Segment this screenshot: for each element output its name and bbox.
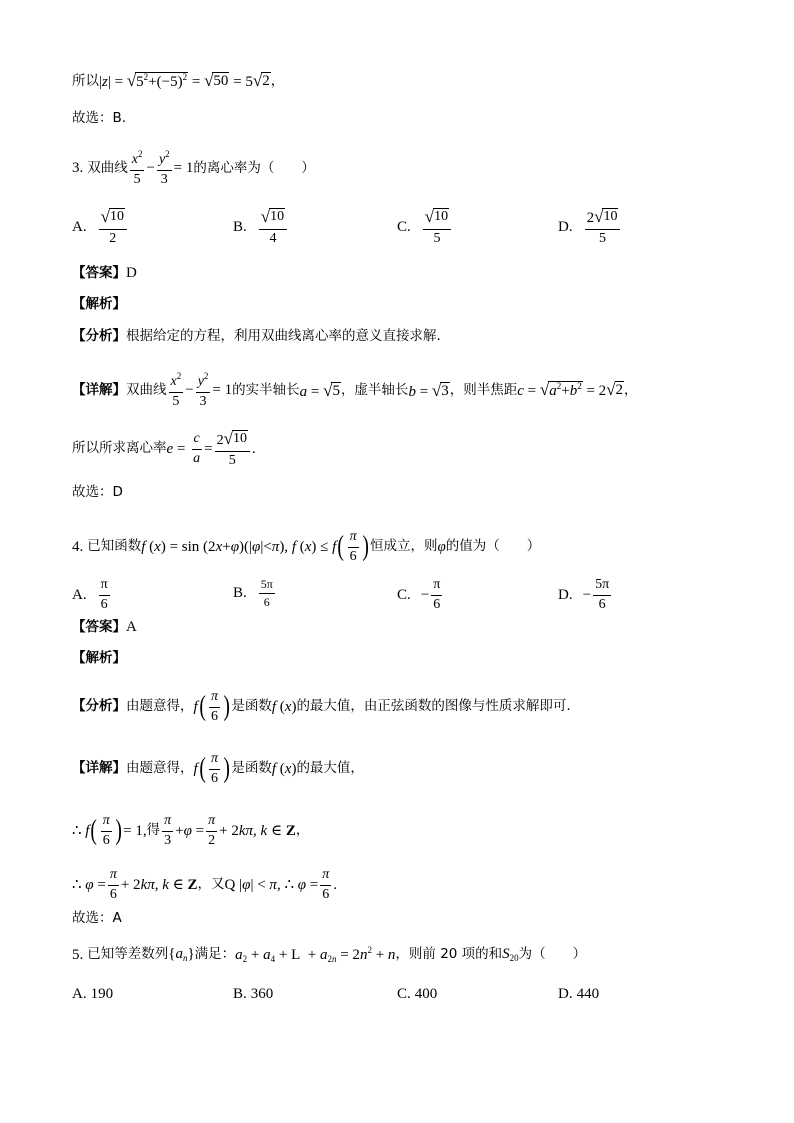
option-numerator: π	[99, 578, 110, 596]
analysis-text: 由题意得，	[126, 698, 194, 715]
choice-line-q3: 故选：D	[72, 484, 123, 500]
function-definition: f (x) = sin (2x+φ)(|φ|<π), f (x) ≤ f	[141, 538, 337, 555]
option-label: C.	[397, 986, 411, 1002]
option-denominator: 4	[269, 230, 277, 246]
option-value: 440	[576, 986, 600, 1002]
step-text: .	[333, 876, 338, 893]
stem-text: 满足：	[194, 946, 236, 963]
option-sign: −	[420, 586, 430, 603]
stem-text: 的值为（ ）	[445, 538, 541, 555]
option-sign: −	[582, 586, 592, 603]
question-5-stem: 5. 已知等差数列 $\{a_n\}$ 满足： $a_2 + a_4 + L + a_{2n} = 2n^2 + n$ ，则前 20 项的和 $S_{20}$ 为（ ）	[72, 945, 587, 964]
step-text: 得	[146, 822, 161, 839]
option-value: 360	[250, 986, 274, 1002]
option-denominator: 6	[263, 594, 270, 609]
detail-tag: 【详解】	[72, 381, 126, 398]
detail-text: ，	[624, 381, 638, 398]
modulus-suffix: ，	[270, 72, 285, 89]
option-denominator: 5	[599, 230, 607, 246]
detail-text: 双曲线	[126, 381, 167, 398]
question-3-stem	[72, 150, 315, 187]
option-denominator: 6	[100, 596, 108, 612]
hyperbola-equation: $\frac{x^2}{5}$ − $\frac{y^2}{3}$ = 1	[131, 149, 194, 187]
option-d[interactable]	[558, 986, 599, 1003]
option-label: A.	[72, 586, 87, 603]
option-value: 400	[414, 986, 438, 1002]
answer-tag: 【答案】	[72, 264, 126, 281]
option-numerator: 5π	[259, 578, 275, 594]
option-numerator: 10	[603, 209, 618, 224]
option-coefficient: 2	[586, 210, 595, 226]
option-b[interactable]	[233, 578, 277, 608]
option-label: C.	[397, 218, 411, 235]
step-text: ，	[295, 822, 310, 839]
detail-text: 由题意得，	[126, 760, 194, 777]
option-numerator: 10	[109, 209, 124, 224]
question-number: 3.	[72, 160, 84, 177]
question-number: 5.	[72, 946, 84, 963]
stem-text: 恒成立，则	[369, 538, 438, 555]
answer-line-q4	[72, 620, 137, 635]
option-d[interactable]	[558, 578, 613, 612]
option-denominator: 6	[433, 596, 441, 612]
option-c[interactable]: C. √ 10 5	[397, 208, 453, 246]
answer-value: A	[126, 619, 137, 635]
option-label: C.	[397, 586, 411, 603]
analysis-tag: 【分析】	[72, 328, 126, 344]
option-numerator: 10	[270, 209, 285, 224]
option-a[interactable]	[72, 986, 113, 1003]
option-denominator: 2	[109, 230, 117, 246]
detail-text: 的最大值，	[296, 760, 364, 777]
analysis-tag: 【分析】	[72, 698, 126, 715]
question-number: 4.	[72, 538, 84, 555]
option-d[interactable]: D. 2 √ 10 5	[558, 208, 622, 246]
option-a[interactable]	[72, 578, 112, 612]
question-4-stem: 4. 已知函数 f (x) = sin (2x+φ)(|φ|<π), f (x) ≤ f ( $\frac{\pi}{6}$ ) 恒成立，则 φ 的值为（ ）	[72, 529, 541, 564]
option-label: B.	[233, 218, 247, 235]
answer-line-q3	[72, 266, 137, 281]
option-c[interactable]	[397, 578, 444, 612]
stem-text: 的离心率为（ ）	[193, 159, 315, 176]
jiexi-tag-q3: 【解析】	[72, 296, 126, 312]
option-label: B.	[233, 584, 247, 601]
choice-line-q2: 故选：B.	[72, 110, 127, 126]
option-denominator: 6	[598, 596, 606, 612]
option-b[interactable]	[233, 986, 273, 1003]
stem-text: 双曲线	[87, 159, 128, 176]
answer-tag: 【答案】	[72, 618, 126, 635]
option-c[interactable]	[397, 986, 437, 1003]
option-label: A.	[72, 986, 87, 1002]
eccentricity-line-q3: 所以所求离心率 e = $\frac{c}{a}$ = 2 √ 10 5 .	[72, 429, 256, 468]
option-numerator: 5π	[593, 578, 611, 596]
stem-text: 为（ ）	[518, 946, 587, 963]
step-2-q4: ∴ φ = $\frac{\pi}{6}$ + 2kπ, k ∈ Z ，又 Q |φ| < π, ∴ φ = $\frac{\pi}{6}$ .	[72, 867, 338, 902]
stem-text: ，则前 20 项的和	[395, 946, 503, 963]
stem-text: 已知等差数列	[87, 946, 169, 963]
option-label: A.	[72, 218, 87, 235]
analysis-line-q4: 【分析】 由题意得， f ( $\frac{\pi}{6}$ ) 是函数 f (x) 的最大值，由正弦函数的图像与性质求解即可.	[72, 689, 571, 724]
option-numerator: 10	[434, 209, 449, 224]
option-b[interactable]: B. √ 10 4	[233, 208, 289, 246]
detail-text: ，则半焦距	[449, 381, 518, 398]
modulus-result-line	[72, 72, 284, 91]
eccentricity-text: 所以所求离心率	[72, 440, 167, 457]
modulus-prefix: 所以	[72, 72, 99, 89]
answer-value: D	[126, 265, 137, 281]
stem-text: 已知函数	[87, 538, 142, 555]
option-label: D.	[558, 986, 573, 1002]
analysis-text: 根据给定的方程，利用双曲线离心率的意义直接求解.	[126, 328, 441, 344]
detail-text: ，虚半轴长	[340, 381, 409, 398]
option-denominator: 5	[433, 230, 441, 246]
option-a[interactable]: A. √ 10 2	[72, 208, 129, 246]
step-1-q4: ∴ f ( $\frac{\pi}{6}$ ) = 1, 得 $\frac{\pi}{3}$ +φ = $\frac{\pi}{2}$ + 2kπ, k ∈ Z ，	[72, 813, 310, 848]
analysis-text: 的最大值，由正弦函数的图像与性质求解即可.	[296, 698, 571, 715]
option-label: D.	[558, 586, 573, 603]
option-label: B.	[233, 986, 247, 1002]
analysis-line-q3	[72, 330, 441, 344]
option-value: 190	[90, 986, 114, 1002]
eccentricity-end: .	[251, 440, 256, 457]
detail-text: 是函数	[231, 760, 272, 777]
step-text: ，又	[197, 876, 225, 893]
modulus-formula: |z| = √ $5^2+(-5)^2$ = √ 50 = 5 √ 2	[99, 71, 270, 90]
choice-line-q4: 故选：A	[72, 910, 122, 926]
detail-line-q4: 【详解】 由题意得， f ( $\frac{\pi}{6}$ ) 是函数 f (x) 的最大值，	[72, 751, 364, 786]
jiexi-tag-q4: 【解析】	[72, 650, 126, 666]
detail-line-q3: 【详解】 双曲线 $\frac{x^2}{5}$ − $\frac{y^2}{3}$ = 1 的实半轴长 a = √ 5 ，虚半轴长 b = √ 3 ，则半焦距 c = √ $a^2+b^2$ = 2 √ 2 ，	[72, 371, 638, 409]
option-numerator: π	[431, 578, 442, 596]
option-label: D.	[558, 218, 573, 235]
detail-text: 的实半轴长	[232, 381, 300, 398]
detail-tag: 【详解】	[72, 760, 126, 777]
analysis-text: 是函数	[231, 698, 272, 715]
